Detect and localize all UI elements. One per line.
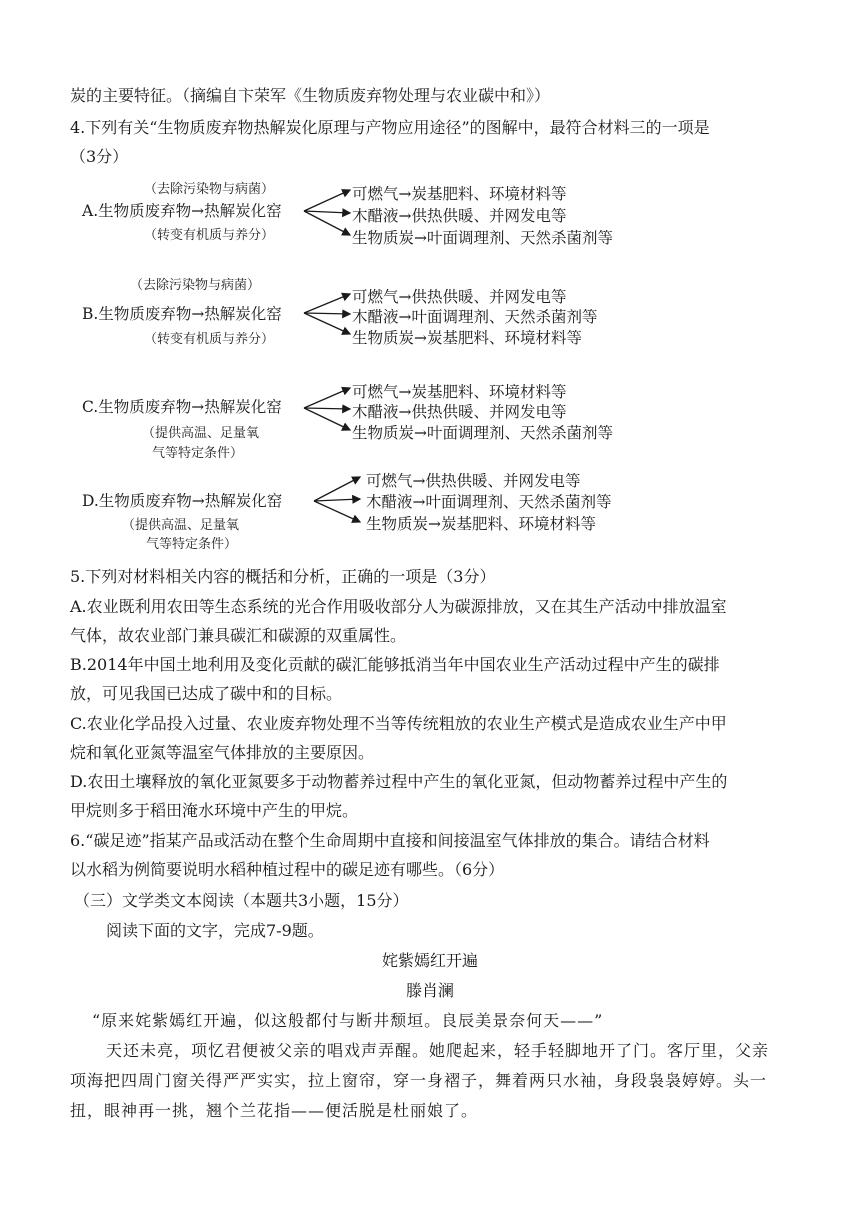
story-paragraph: 天还未亮，项忆君便被父亲的唱戏声弄醒。她爬起来，轻手轻脚地开了门。客厅里，父亲: [106, 1041, 770, 1060]
diagram-main-flow: B.生物质废弃物→热解炭化窑: [82, 305, 282, 323]
question-5: 5.下列对材料相关内容的概括和分析，正确的一项是（3分）: [70, 567, 496, 586]
branch-item: 可燃气→供热供暖、并网发电等: [366, 472, 581, 490]
diagram-note: （去除污染物与病菌）: [144, 182, 275, 197]
diagram-note: （提供高温、足量氧: [142, 426, 260, 441]
diagram-note: （转变有机质与养分）: [144, 332, 275, 347]
branch-item: 可燃气→供热供暖、并网发电等: [352, 288, 567, 306]
branch-item: 生物质炭→炭基肥料、环境材料等: [366, 515, 596, 533]
diagram-note: （去除污染物与病菌）: [130, 278, 261, 293]
option-d-text: 甲烷则多于稻田淹水环境中产生的甲烷。: [70, 801, 359, 820]
option-d-text: D.农田土壤释放的氧化亚氮要多于动物蓄养过程中产生的氧化亚氮，但动物蓄养过程中产生的: [70, 772, 728, 791]
branch-item: 生物质炭→叶面调理剂、天然杀菌剂等: [352, 229, 613, 247]
diagram-note: （提供高温、足量氧: [122, 518, 240, 533]
diagram-note: （转变有机质与养分）: [144, 228, 275, 243]
option-b-text: B.2014年中国土地利用及变化贡献的碳汇能够抵消当年中国农业生产活动过程中产生的碳排: [70, 655, 720, 674]
story-paragraph: 扭，眼神再一挑，翘个兰花指——便活脱是杜丽娘了。: [70, 1101, 479, 1120]
section-heading: （三）文学类文本阅读（本题共3小题，15分）: [74, 891, 409, 910]
question-6: 以水稻为例简要说明水稻种植过程中的碳足迹有哪些。（6分）: [70, 860, 505, 879]
option-d-diagram: [82, 469, 782, 559]
branch-item: 生物质炭→炭基肥料、环境材料等: [352, 329, 582, 347]
diagram-main-flow: C.生物质废弃物→热解炭化窑: [82, 398, 282, 416]
question-4: 4.下列有关“生物质废弃物热解炭化原理与产物应用途径”的图解中，最符合材料三的一项是: [70, 118, 710, 137]
question-4-score: （3分）: [70, 147, 129, 166]
option-a-text: 气体，故农业部门兼具碳汇和碳源的双重属性。: [70, 626, 407, 645]
story-title: 姹紫嫣红开遍: [381, 951, 478, 970]
branch-item: 可燃气→炭基肥料、环境材料等: [352, 383, 567, 401]
option-b-diagram: [82, 274, 782, 364]
diagram-main-flow: A.生物质废弃物→热解炭化窑: [82, 202, 282, 220]
instruction: 阅读下面的文字，完成7-9题。: [106, 921, 324, 940]
branch-arrows-icon: [314, 469, 374, 549]
story-paragraph: “原来姹紫嫣红开遍，似这般都付与断井颓垣。良辰美景奈何天——”: [92, 1011, 604, 1030]
diagram-note: 气等特定条件）: [146, 537, 238, 552]
option-c-text: 烷和氧化亚氮等温室气体排放的主要原因。: [70, 743, 375, 762]
story-paragraph: 项海把四周门窗关得严严实实，拉上窗帘，穿一身褶子，舞着两只水袖，身段袅袅婷婷。头一: [70, 1071, 768, 1090]
story-author: 滕肖澜: [405, 981, 454, 1000]
branch-item: 木醋液→叶面调理剂、天然杀菌剂等: [366, 493, 612, 511]
branch-item: 生物质炭→叶面调理剂、天然杀菌剂等: [352, 424, 613, 442]
branch-item: 可燃气→炭基肥料、环境材料等: [352, 185, 567, 203]
option-a-text: A.农业既利用农田等生态系统的光合作用吸收部分人为碳源排放，又在其生产活动中排放温室: [70, 597, 727, 616]
question-6: 6.“碳足迹”指某产品或活动在整个生命周期中直接和间接温室气体排放的集合。请结合材料: [70, 831, 710, 850]
option-c-text: C.农业化学品投入过量、农业废弃物处理不当等传统粗放的农业生产模式是造成农业生产中甲: [70, 714, 727, 733]
option-b-text: 放，可见我国已达成了碳中和的目标。: [70, 684, 343, 703]
option-a-diagram: [82, 178, 782, 268]
branch-item: 木醋液→供热供暖、并网发电等: [352, 207, 567, 225]
branch-item: 木醋液→叶面调理剂、天然杀菌剂等: [352, 308, 598, 326]
text-line: 炭的主要特征。（摘编自卞荣军《生物质废弃物处理与农业碳中和》）: [70, 86, 551, 105]
branch-item: 木醋液→供热供暖、并网发电等: [352, 403, 567, 421]
option-c-diagram: [82, 378, 782, 468]
diagram-main-flow: D.生物质废弃物→热解炭化窑: [82, 492, 283, 510]
diagram-note: 气等特定条件）: [152, 446, 244, 461]
